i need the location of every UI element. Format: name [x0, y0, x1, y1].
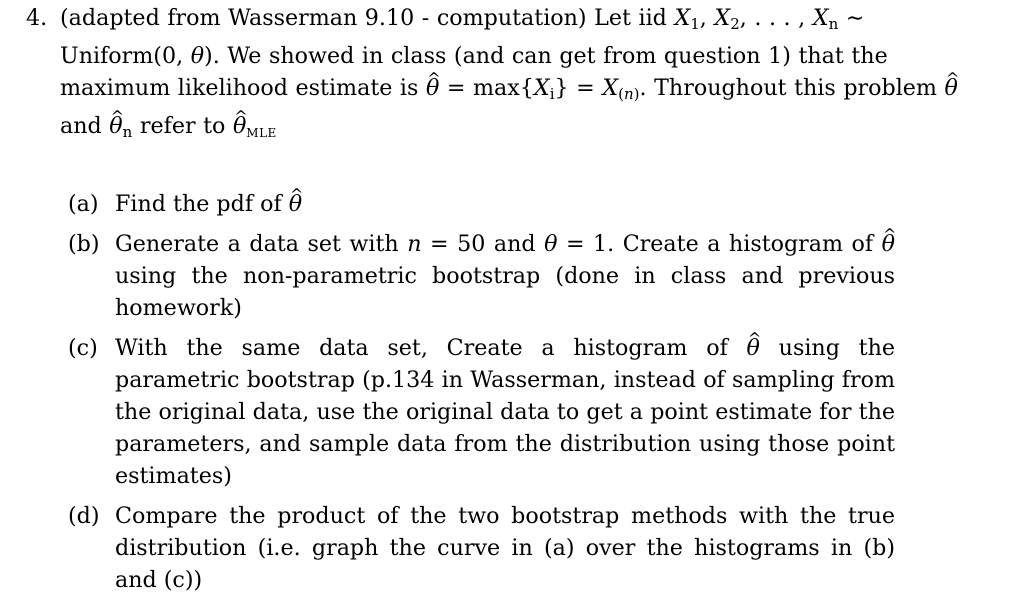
mle-statement: ). We showed in class (and can get from question 1) that the maximum likelihood estimate is: [60, 43, 888, 101]
theta-hat: ^ θ: [945, 72, 958, 104]
uniform-text: Uniform(0,: [60, 43, 191, 69]
part-d: [68, 500, 898, 596]
part-text: Compare the product of the two bootstrap methods with the true distribution (i.e. graph the curve in (a) over the histograms in (b) and (c)): [115, 503, 895, 593]
part-text: With the same data set, Create a histogram of ^ θ using the parametric bootstrap (p.134 in Wasserman, instead of sampling from the original data, use the original data to get a point estimate for the parameters, and sample data from the distribution using those point estimates): [115, 332, 895, 492]
var-xi: $X_i$: [533, 75, 555, 103]
order-statistic: $X_{(n)}$: [602, 75, 640, 103]
part-text: Find the pdf of ^ θ: [115, 188, 895, 220]
theta-hat: ^ θ: [426, 72, 439, 104]
part-c: [68, 332, 898, 492]
theta-hat: ^ θ: [289, 188, 302, 220]
problem-number: 4.: [26, 5, 48, 31]
var-theta: θ: [544, 231, 558, 257]
intro-text: (adapted from Wasserman 9.10 - computation) Let iid: [60, 5, 675, 31]
var-theta: θ: [190, 43, 205, 69]
theta-hat-mle: ^ θMLE: [233, 113, 277, 139]
var-n: n: [407, 231, 422, 257]
part-b: [68, 228, 898, 324]
part-label: (d): [68, 503, 100, 529]
part-label: (a): [68, 191, 99, 217]
theta-hat: ^ θ: [882, 228, 895, 260]
var-x2: $X_2$: [714, 5, 740, 33]
problem-statement: (adapted from Wasserman 9.10 - computation) Let iid $X_1$, $X_2$, . . . , $X_n$ ∼ Uniform(0, θ). We showed in class (and can get from question 1) that the maximum likelihood estimate is ^ $\theta = \max\{X_i\} = X_{(n)}$. Throughout this problem ^ θ and ^ $\theta_n$ refer to ^ θMLE: [60, 2, 970, 149]
part-label: (c): [68, 335, 98, 361]
theta-hat-n: ^ $\theta_n$: [109, 113, 132, 139]
part-text: Generate a data set with n = 50 and θ = 1. Create a histogram of ^ θ using the non-parametric bootstrap (done in class and previous homework): [115, 228, 895, 324]
part-a: [68, 188, 898, 220]
problem-4: [26, 2, 996, 149]
part-label: (b): [68, 231, 100, 257]
var-xn: $X_n$: [812, 5, 839, 33]
theta-hat: ^ θ: [747, 332, 760, 364]
subparts-list: [68, 188, 898, 604]
var-x1: $X_1$: [674, 5, 700, 33]
